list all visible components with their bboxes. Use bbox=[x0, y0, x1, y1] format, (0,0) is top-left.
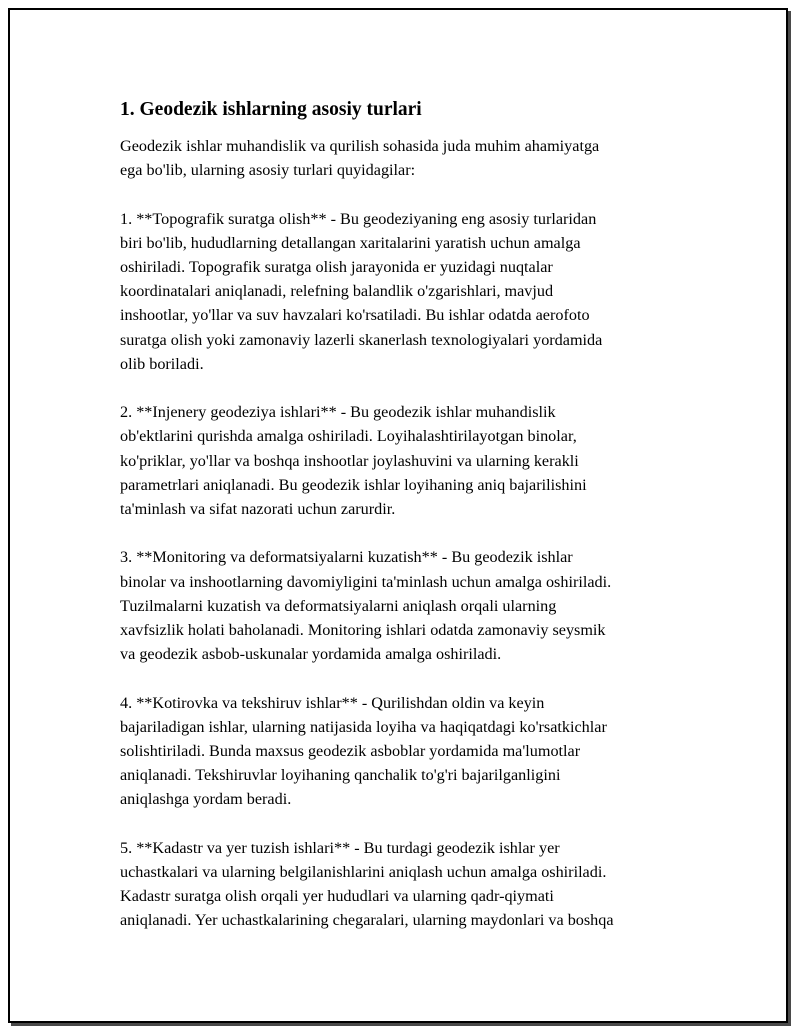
list-item-kadastr: 5. **Kadastr va yer tuzish ishlari** - Bu turdagi geodezik ishlar yer uchastkalari va ularning belgilanishlarini aniqlash uchun amalga oshiriladi. Kadastr suratga olish orqali yer hududlari va ularning qadr-qiymati aniqlanadi. Yer uchastkalarining chegaralari, ularning maydonlari va boshqa bbox=[120, 838, 614, 930]
list-item-injenery: 2. **Injenery geodeziya ishlari** - Bu geodezik ishlar muhandislik ob'ektlarini qurishda amalga oshiriladi. Loyihalashtirilayotgan binolar, ko'priklar, yo'llar va boshqa inshootlar joylashuvini va ularning kerakli parametrlari aniqlanadi. Bu geodezik ishlar loyihaning aniq bajarilishini ta'minlash va sifat nazorati uchun zarurdir. bbox=[120, 403, 587, 519]
document-heading: 1. Geodezik ishlarning asosiy turlari bbox=[120, 99, 422, 120]
list-item-monitoring: 3. **Monitoring va deformatsiyalarni kuzatish** - Bu geodezik ishlar binolar va inshootlarning davomiyligini ta'minlash uchun amalga oshiriladi. Tuzilmalarni kuzatish va deformatsiyalarni aniqlash orqali ularning xavfsizlik holati baholanadi. Monitoring ishlari odatda zamonaviy seysmik va geodezik asbob-uskunalar yordamida amalga oshiriladi. bbox=[120, 548, 612, 664]
document-body bbox=[120, 96, 720, 933]
page-frame bbox=[8, 8, 788, 1023]
intro-paragraph: Geodezik ishlar muhandislik va qurilish sohasida juda muhim ahamiyatga ega bo'lib, ularning asosiy turlari quyidagilar: bbox=[120, 137, 600, 180]
list-item-kotirovka: 4. **Kotirovka va tekshiruv ishlar** - Qurilishdan oldin va keyin bajariladigan ishlar, ularning natijasida loyiha va haqiqatdagi ko'rsatkichlar solishtiriladi. Bunda maxsus geodezik asboblar yordamida ma'lumotlar aniqlanadi. Tekshiruvlar loyihaning qanchalik to'g'ri bajarilganligini aniqlashga yordam beradi. bbox=[120, 693, 607, 809]
list-item-topografik: 1. **Topografik suratga olish** - Bu geodeziyaning eng asosiy turlaridan biri bo'lib, hududlarning detallangan xaritalarini yaratish uchun amalga oshiriladi. Topografik suratga olish jarayonida er yuzidagi nuqtalar koordinatalari aniqlanadi, relefning balandlik o'zgarishlari, mavjud inshootlar, yo'llar va suv havzalari ko'rsatiladi. Bu ishlar odatda aerofoto suratga olish yoki zamonaviy lazerli skanerlash texnologiyalari yordamida olib boriladi. bbox=[120, 209, 603, 373]
